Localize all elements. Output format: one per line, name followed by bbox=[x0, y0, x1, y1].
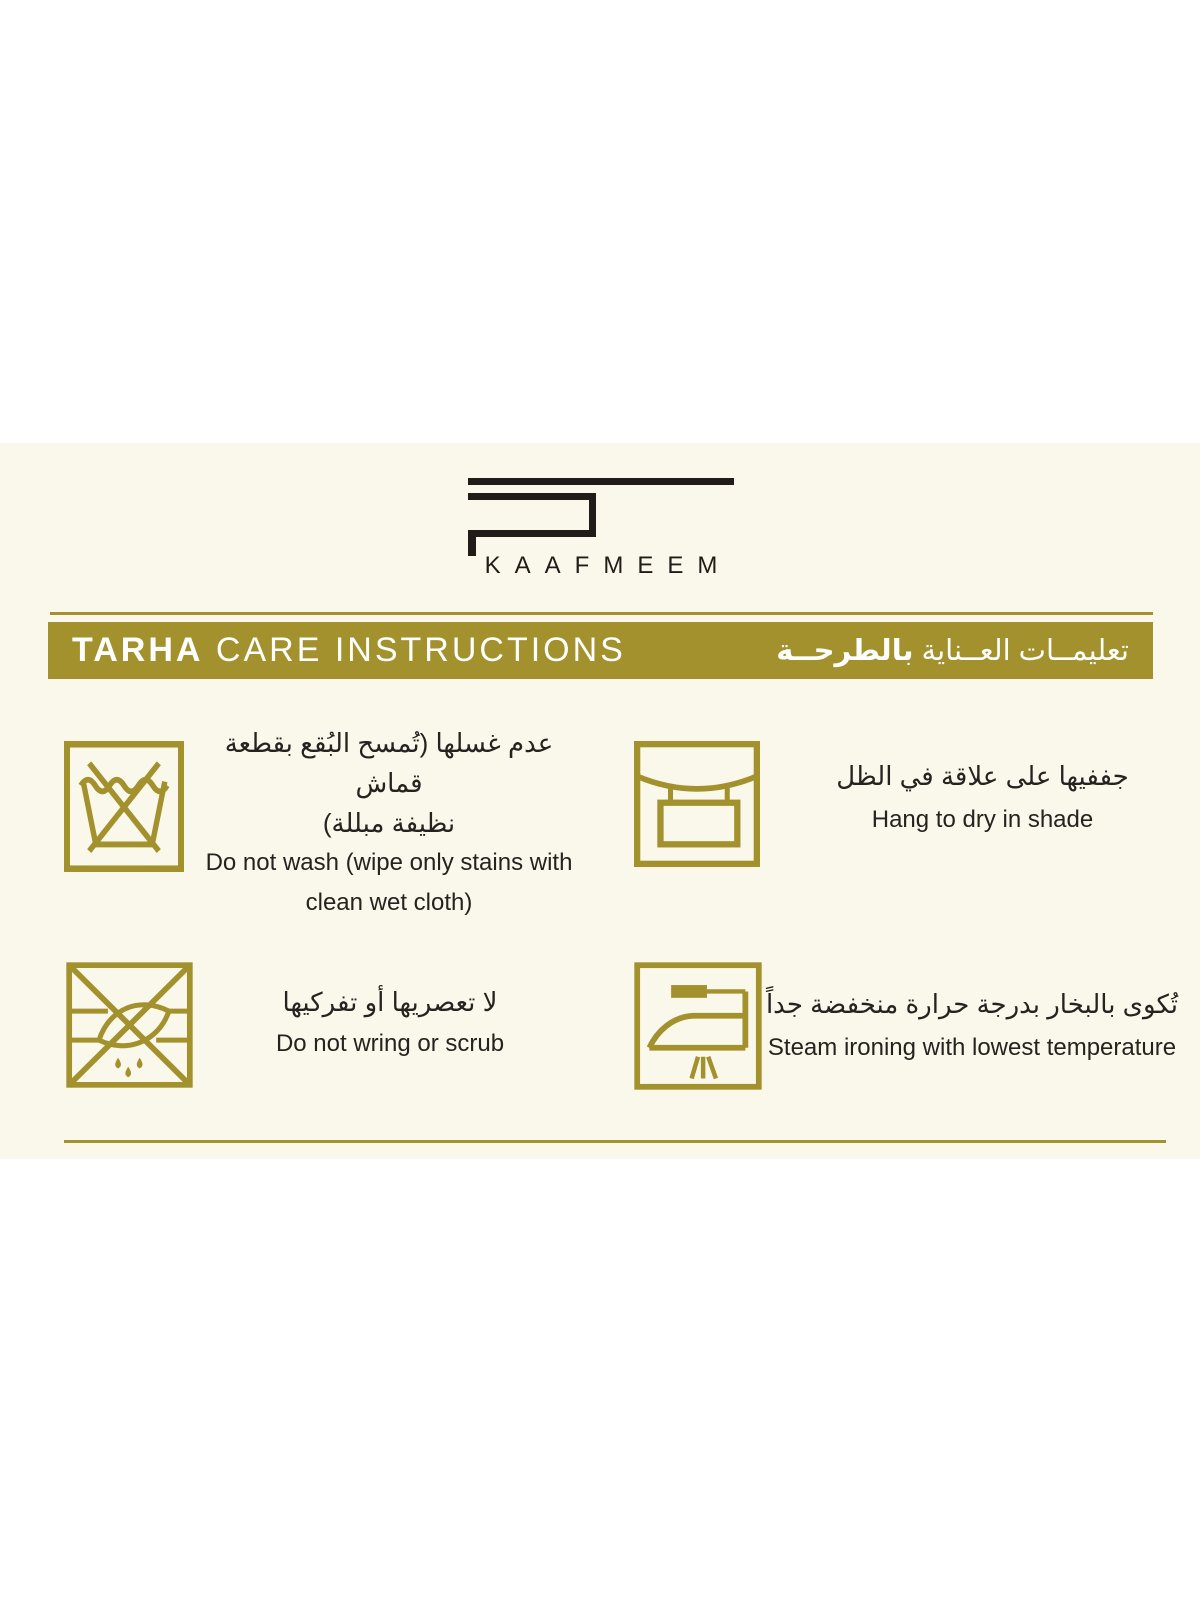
steam-iron-icon bbox=[634, 962, 762, 1090]
kaafmeem-logo bbox=[466, 476, 736, 586]
steam-iron-text bbox=[762, 983, 1182, 1069]
instruction-en: clean wet cloth) bbox=[305, 889, 473, 916]
title-banner bbox=[48, 622, 1153, 679]
logo-mark-icon bbox=[468, 478, 734, 485]
instruction-ar: نظيفة مبللة) bbox=[322, 808, 456, 838]
instruction-ar: جففيها على علاقة في الظل bbox=[836, 761, 1129, 791]
brand-name: KAAFMEEM bbox=[484, 552, 732, 579]
do-not-wash-icon bbox=[64, 741, 184, 872]
instruction-en: Hang to dry in shade bbox=[871, 806, 1094, 833]
banner-title-en bbox=[72, 631, 626, 670]
banner-title-ar-bold: بالطرحــة bbox=[776, 635, 914, 667]
do-not-wring-icon bbox=[66, 962, 193, 1088]
care-panel bbox=[0, 443, 1200, 1159]
banner-title-en-rest: CARE INSTRUCTIONS bbox=[215, 631, 626, 669]
do-not-wring-text bbox=[205, 981, 575, 1065]
instruction-en: Steam ironing with lowest temperature bbox=[767, 1034, 1177, 1061]
instruction-en: Do not wring or scrub bbox=[275, 1030, 505, 1057]
banner-top-rule bbox=[50, 612, 1153, 615]
bottom-rule bbox=[64, 1140, 1166, 1143]
instruction-ar: لا تعصريها أو تفركيها bbox=[282, 987, 498, 1017]
hang-to-dry-text bbox=[780, 755, 1185, 841]
logo-mark-icon bbox=[469, 530, 596, 537]
instruction-ar: تُكوى بالبخار بدرجة حرارة منخفضة جداً bbox=[765, 989, 1179, 1019]
banner-title-ar-regular: تعليمــات العــناية bbox=[921, 635, 1129, 667]
banner-title-en-bold: TARHA bbox=[72, 631, 204, 669]
instruction-ar: عدم غسلها (تُمسح البُقع بقطعة قماش bbox=[224, 728, 554, 798]
instruction-en: Do not wash (wipe only stains with bbox=[205, 849, 573, 876]
banner-title-ar bbox=[776, 633, 1129, 668]
logo-mark-icon bbox=[468, 493, 596, 500]
hang-to-dry-icon bbox=[634, 741, 760, 867]
do-not-wash-text bbox=[193, 723, 585, 923]
